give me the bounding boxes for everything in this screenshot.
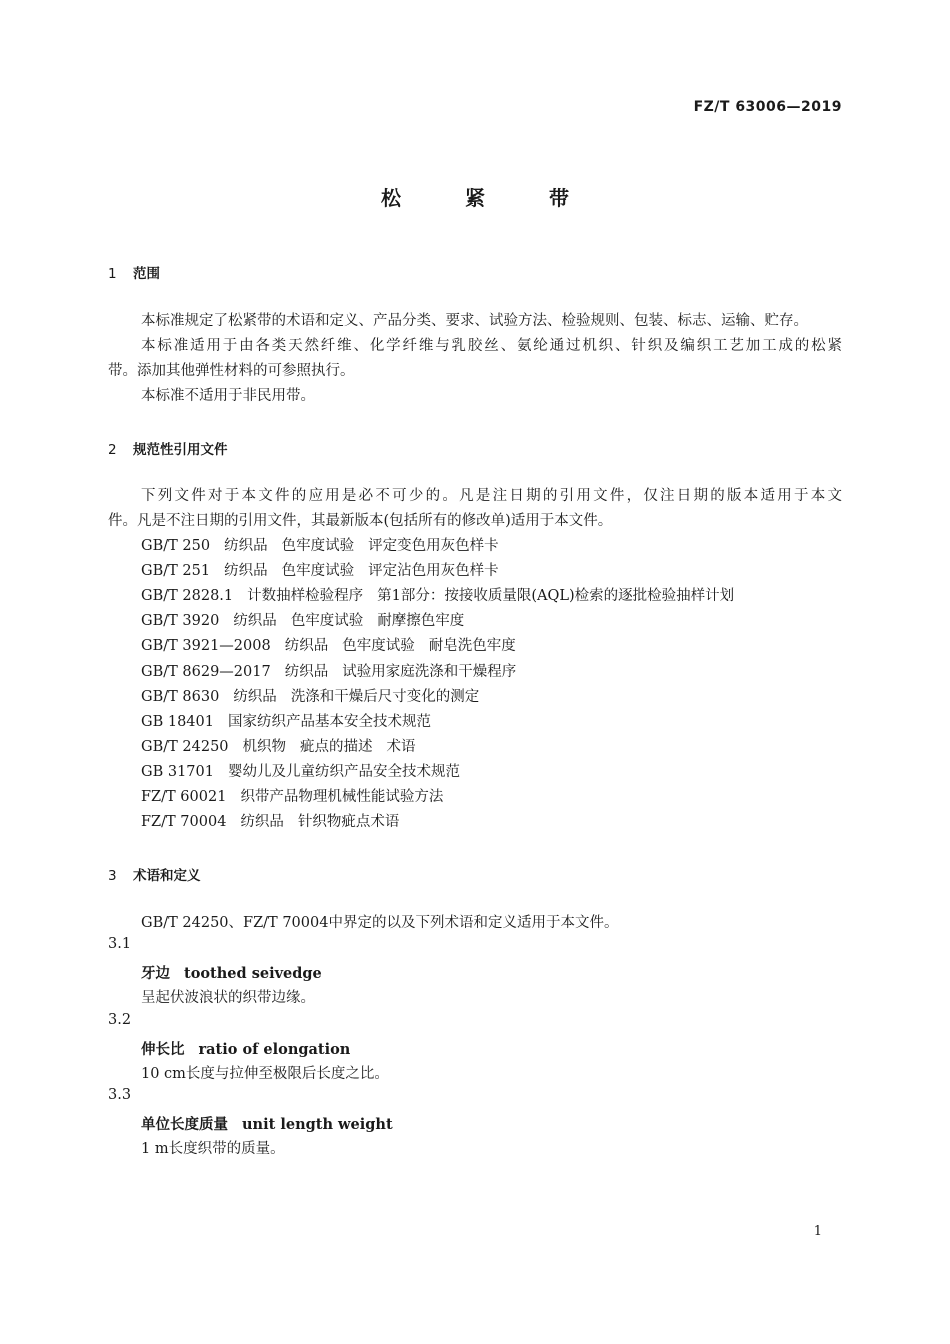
reference-item <box>141 609 464 634</box>
reference-item <box>141 710 431 735</box>
reference-title-part: 国家纺织产品基本安全技术规范 <box>227 713 431 730</box>
paragraph-continuation: 带。添加其他弹性材料的可参照执行。 <box>108 363 355 379</box>
reference-title-part: 评定变色用灰色样卡 <box>368 538 499 554</box>
section-heading-2 <box>108 438 228 458</box>
reference-code: GB/T 8629—2017 <box>141 663 271 680</box>
reference-code: GB/T 251 <box>141 563 211 580</box>
reference-title-part: 纺织品 <box>224 563 268 580</box>
term-number: 3.3 <box>108 1087 132 1103</box>
reference-title-part: 婴幼儿及儿童纺织产品安全技术规范 <box>227 763 460 780</box>
reference-item <box>141 534 499 559</box>
reference-title-part: 耐皂洗色牢度 <box>428 638 516 655</box>
paragraph: 下列文件对于本文件的应用是必不可少的。凡是注日期的引用文件，仅注日期的版本适用于本文 <box>141 488 842 504</box>
reference-code: GB/T 8630 <box>141 688 220 705</box>
paragraph: 本标准适用于由各类天然纤维、化学纤维与乳胶丝、氨纶通过机织、针织及编织工艺加工成的松紧 <box>141 338 842 354</box>
reference-code: GB 18401 <box>141 713 214 730</box>
section-title: 范围 <box>133 266 160 282</box>
reference-code: GB/T 2828.1 <box>141 588 234 605</box>
reference-item <box>141 785 443 810</box>
reference-code: GB/T 24250 <box>141 738 229 755</box>
document-title <box>0 182 950 211</box>
reference-code: GB 31701 <box>141 763 214 780</box>
reference-code: GB/T 250 <box>141 538 211 554</box>
reference-title-part: 纺织品 <box>233 688 277 705</box>
reference-item <box>141 559 499 584</box>
reference-code: GB/T 3920 <box>141 613 220 630</box>
reference-item <box>141 584 734 609</box>
reference-title-part: 纺织品 <box>284 638 329 655</box>
paragraph: 本标准规定了松紧带的术语和定义、产品分类、要求、试验方法、检验规则、包装、标志、运输、贮存。 <box>141 313 808 329</box>
page-number: 1 <box>813 1224 822 1239</box>
reference-title-part: 试验用家庭洗涤和干燥程序 <box>342 663 517 680</box>
reference-item <box>141 760 460 785</box>
reference-item <box>141 685 479 710</box>
reference-title-part: 疵点的描述 <box>300 738 373 755</box>
term-en: ratio of elongation <box>198 1041 351 1058</box>
reference-title-part: 色牢度试验 <box>342 638 415 655</box>
reference-title-part: 纺织品 <box>284 663 329 680</box>
reference-code: FZ/T 60021 <box>141 789 227 805</box>
reference-title-part: 织带产品物理机械性能试验方法 <box>240 789 444 805</box>
term-heading <box>141 1113 393 1134</box>
reference-title-part: 耐摩擦色牢度 <box>377 613 465 630</box>
section-number: 3 <box>108 868 117 884</box>
term-zh: 单位长度质量 <box>141 1117 228 1133</box>
section-heading-1 <box>108 262 160 282</box>
reference-title-part: 色牢度试验 <box>290 613 364 630</box>
reference-title-part: 纺织品 <box>240 814 284 831</box>
term-number: 3.1 <box>108 936 132 952</box>
reference-item <box>141 634 516 659</box>
term-number: 3.2 <box>108 1012 132 1028</box>
term-heading <box>141 962 322 983</box>
title-char: 带 <box>549 186 569 210</box>
term-en: unit length weight <box>242 1116 393 1133</box>
section-title: 术语和定义 <box>133 868 201 884</box>
reference-title-part: 洗涤和干燥后尺寸变化的测定 <box>290 688 480 705</box>
reference-title-part: 针织物疵点术语 <box>297 814 400 831</box>
reference-title-part: 纺织品 <box>233 613 277 630</box>
standard-code: FZ/T 63006—2019 <box>693 99 842 115</box>
reference-item <box>141 660 516 685</box>
term-zh: 伸长比 <box>141 1042 185 1058</box>
reference-title-part: 色牢度试验 <box>281 563 355 580</box>
section-title: 规范性引用文件 <box>133 442 228 458</box>
title-char: 紧 <box>465 186 485 210</box>
reference-title-part: 色牢度试验 <box>281 538 355 554</box>
reference-code: FZ/T 70004 <box>141 814 227 831</box>
reference-title-part: 计数抽样检验程序 <box>247 588 364 605</box>
term-heading <box>141 1038 350 1059</box>
term-zh: 牙边 <box>141 966 170 982</box>
reference-item <box>141 810 399 835</box>
reference-code: GB/T 3921—2008 <box>141 638 271 655</box>
term-definition: 1 m长度织带的质量。 <box>141 1141 285 1157</box>
reference-title-part: 术语 <box>386 738 416 755</box>
reference-title-part: 第1部分：按接收质量限(AQL)检索的逐批检验抽样计划 <box>377 588 735 605</box>
reference-item <box>141 735 416 760</box>
reference-title-part: 评定沾色用灰色样卡 <box>368 563 499 580</box>
section-number: 1 <box>108 266 117 282</box>
paragraph-continuation: 件。凡是不注日期的引用文件，其最新版本(包括所有的修改单)适用于本文件。 <box>108 513 613 529</box>
paragraph: GB/T 24250、FZ/T 70004中界定的以及下列术语和定义适用于本文件。 <box>141 915 619 931</box>
reference-title-part: 纺织品 <box>224 538 268 554</box>
title-char: 松 <box>381 186 401 210</box>
term-definition: 呈起伏波浪状的织带边缘。 <box>141 990 315 1006</box>
term-definition: 10 cm长度与拉伸至极限后长度之比。 <box>141 1066 389 1082</box>
section-heading-3 <box>108 864 201 884</box>
paragraph: 本标准不适用于非民用带。 <box>141 388 315 404</box>
section-number: 2 <box>108 442 117 458</box>
term-en: toothed seivedge <box>184 965 322 982</box>
reference-title-part: 机织物 <box>242 738 287 755</box>
